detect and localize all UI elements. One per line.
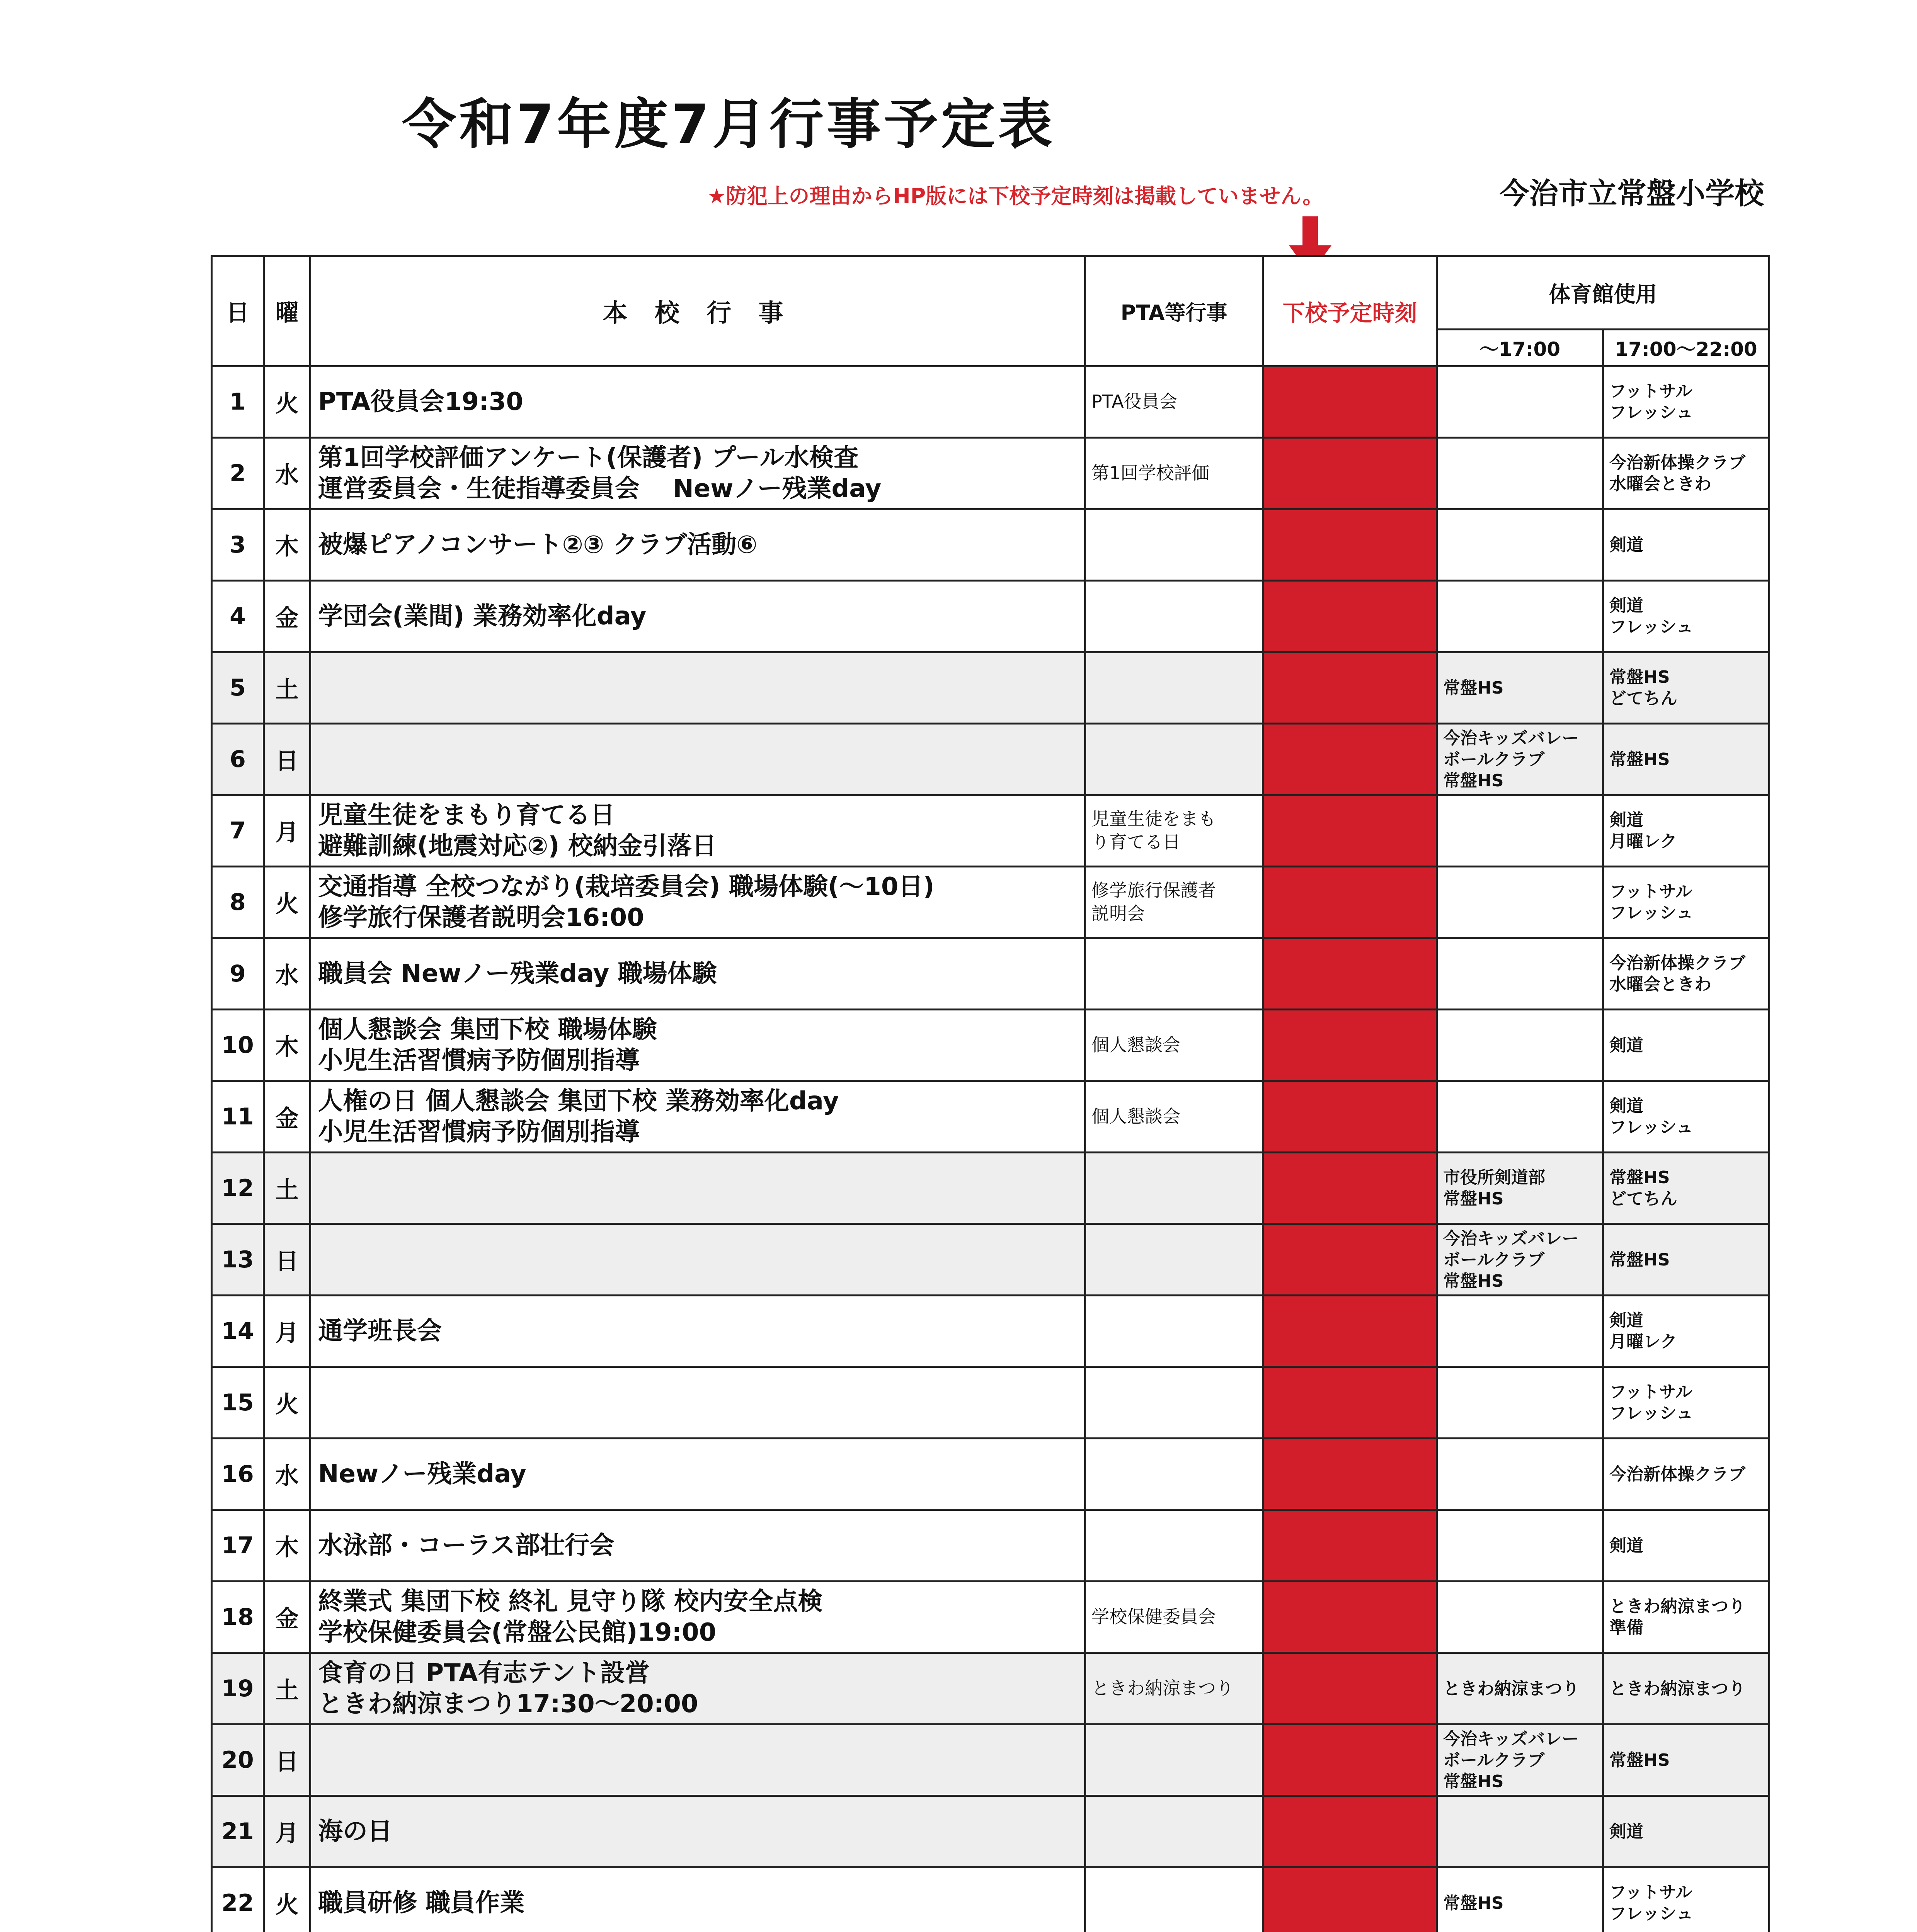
event-cell: 通学班長会 xyxy=(310,1296,1085,1367)
gym-late-cell: フットサル フレッシュ xyxy=(1603,1867,1769,1932)
dismissal-cell xyxy=(1263,1081,1437,1153)
gym-late-cell: ときわ納涼まつり 準備 xyxy=(1603,1582,1769,1653)
col-pta-header: PTA等行事 xyxy=(1085,256,1263,366)
weekday-cell: 土 xyxy=(264,1653,310,1725)
weekday-cell: 火 xyxy=(264,1367,310,1439)
table-row xyxy=(212,1867,1769,1932)
event-cell: 第1回学校評価アンケート(保護者) プール水検査 運営委員会・生徒指導委員会 Newノー残業day xyxy=(310,438,1085,509)
gym-early-cell: 今治キッズバレー ボールクラブ 常盤HS xyxy=(1437,724,1603,795)
gym-late-cell: フットサル フレッシュ xyxy=(1603,867,1769,938)
weekday-cell: 月 xyxy=(264,1296,310,1367)
gym-early-cell xyxy=(1437,1510,1603,1582)
header-row xyxy=(212,256,1769,330)
pta-cell xyxy=(1085,1796,1263,1867)
weekday-cell: 水 xyxy=(264,1439,310,1510)
weekday-cell: 月 xyxy=(264,795,310,867)
weekday-cell: 水 xyxy=(264,438,310,509)
dismissal-cell xyxy=(1263,438,1437,509)
weekday-cell: 水 xyxy=(264,938,310,1010)
col-gym-header: 体育館使用 xyxy=(1437,256,1769,330)
col-dismissal-header: 下校予定時刻 xyxy=(1263,256,1437,366)
gym-early-cell xyxy=(1437,1296,1603,1367)
gym-late-cell: 今治新体操クラブ 水曜会ときわ xyxy=(1603,938,1769,1010)
pta-cell: ときわ納涼まつり xyxy=(1085,1653,1263,1725)
day-cell: 6 xyxy=(212,724,264,795)
gym-late-cell: 剣道 月曜レク xyxy=(1603,1296,1769,1367)
event-cell xyxy=(310,1224,1085,1296)
table-row xyxy=(212,938,1769,1010)
pta-cell xyxy=(1085,1224,1263,1296)
weekday-cell: 木 xyxy=(264,1010,310,1081)
day-cell: 3 xyxy=(212,509,264,581)
col-day-header: 日 xyxy=(212,256,264,366)
weekday-cell: 木 xyxy=(264,1510,310,1582)
pta-cell xyxy=(1085,1725,1263,1796)
dismissal-cell xyxy=(1263,1153,1437,1224)
dismissal-cell xyxy=(1263,1725,1437,1796)
event-cell xyxy=(310,724,1085,795)
col-weekday-header: 曜 xyxy=(264,256,310,366)
event-cell: 職員研修 職員作業 xyxy=(310,1867,1085,1932)
table-row xyxy=(212,366,1769,438)
pta-cell: 児童生徒をまも り育てる日 xyxy=(1085,795,1263,867)
weekday-cell: 日 xyxy=(264,724,310,795)
dismissal-cell xyxy=(1263,795,1437,867)
schedule-rows xyxy=(212,366,1769,1932)
pta-cell: 第1回学校評価 xyxy=(1085,438,1263,509)
col-gym-early-header: ～17:00 xyxy=(1437,330,1603,366)
gym-early-cell xyxy=(1437,1582,1603,1653)
pta-cell xyxy=(1085,509,1263,581)
pta-cell: PTA役員会 xyxy=(1085,366,1263,438)
dismissal-cell xyxy=(1263,1510,1437,1582)
gym-late-cell: 常盤HS どてちん xyxy=(1603,1153,1769,1224)
dismissal-cell xyxy=(1263,581,1437,652)
gym-late-cell: 常盤HS xyxy=(1603,1224,1769,1296)
dismissal-cell xyxy=(1263,1653,1437,1725)
table-row xyxy=(212,1653,1769,1725)
col-gym-late-header: 17:00～22:00 xyxy=(1603,330,1769,366)
gym-early-cell xyxy=(1437,438,1603,509)
pta-cell xyxy=(1085,1153,1263,1224)
gym-late-cell: 剣道 xyxy=(1603,1010,1769,1081)
day-cell: 8 xyxy=(212,867,264,938)
weekday-cell: 日 xyxy=(264,1725,310,1796)
pta-cell: 修学旅行保護者 説明会 xyxy=(1085,867,1263,938)
gym-early-cell: 市役所剣道部 常盤HS xyxy=(1437,1153,1603,1224)
event-cell: 個人懇談会 集団下校 職場体験 小児生活習慣病予防個別指導 xyxy=(310,1010,1085,1081)
day-cell: 4 xyxy=(212,581,264,652)
dismissal-cell xyxy=(1263,652,1437,724)
day-cell: 21 xyxy=(212,1796,264,1867)
weekday-cell: 金 xyxy=(264,581,310,652)
gym-late-cell: 常盤HS xyxy=(1603,1725,1769,1796)
table-row xyxy=(212,581,1769,652)
day-cell: 9 xyxy=(212,938,264,1010)
pta-cell: 個人懇談会 xyxy=(1085,1081,1263,1153)
event-cell: 水泳部・コーラス部壮行会 xyxy=(310,1510,1085,1582)
gym-early-cell: 常盤HS xyxy=(1437,1867,1603,1932)
gym-late-cell: 剣道 フレッシュ xyxy=(1603,581,1769,652)
table-row xyxy=(212,1582,1769,1653)
table-row xyxy=(212,438,1769,509)
dismissal-cell xyxy=(1263,1439,1437,1510)
event-cell: 交通指導 全校つながり(栽培委員会) 職場体験(～10日) 修学旅行保護者説明会16:00 xyxy=(310,867,1085,938)
dismissal-cell xyxy=(1263,1296,1437,1367)
gym-early-cell xyxy=(1437,366,1603,438)
pta-cell xyxy=(1085,1867,1263,1932)
gym-early-cell: 今治キッズバレー ボールクラブ 常盤HS xyxy=(1437,1725,1603,1796)
pta-cell xyxy=(1085,1510,1263,1582)
event-cell: 児童生徒をまもり育てる日 避難訓練(地震対応②) 校納金引落日 xyxy=(310,795,1085,867)
day-cell: 16 xyxy=(212,1439,264,1510)
gym-late-cell: 常盤HS xyxy=(1603,724,1769,795)
table-row xyxy=(212,1010,1769,1081)
day-cell: 2 xyxy=(212,438,264,509)
table-row xyxy=(212,1796,1769,1867)
event-cell: 海の日 xyxy=(310,1796,1085,1867)
day-cell: 15 xyxy=(212,1367,264,1439)
gym-early-cell xyxy=(1437,867,1603,938)
gym-early-cell: 今治キッズバレー ボールクラブ 常盤HS xyxy=(1437,1224,1603,1296)
gym-late-cell: 剣道 xyxy=(1603,1796,1769,1867)
event-cell: 人権の日 個人懇談会 集団下校 業務効率化day 小児生活習慣病予防個別指導 xyxy=(310,1081,1085,1153)
gym-early-cell xyxy=(1437,509,1603,581)
gym-late-cell: ときわ納涼まつり xyxy=(1603,1653,1769,1725)
table-row xyxy=(212,1439,1769,1510)
table-row xyxy=(212,652,1769,724)
weekday-cell: 土 xyxy=(264,1153,310,1224)
dismissal-cell xyxy=(1263,509,1437,581)
event-cell: Newノー残業day xyxy=(310,1439,1085,1510)
dismissal-cell xyxy=(1263,724,1437,795)
weekday-cell: 土 xyxy=(264,652,310,724)
day-cell: 1 xyxy=(212,366,264,438)
event-cell: PTA役員会19:30 xyxy=(310,366,1085,438)
event-cell xyxy=(310,1725,1085,1796)
page-title: 令和7年度7月行事予定表 xyxy=(402,93,1056,156)
dismissal-cell xyxy=(1263,1224,1437,1296)
gym-late-cell: フットサル フレッシュ xyxy=(1603,1367,1769,1439)
dismissal-cell xyxy=(1263,938,1437,1010)
day-cell: 20 xyxy=(212,1725,264,1796)
day-cell: 17 xyxy=(212,1510,264,1582)
day-cell: 18 xyxy=(212,1582,264,1653)
weekday-cell: 月 xyxy=(264,1796,310,1867)
gym-late-cell: 今治新体操クラブ 水曜会ときわ xyxy=(1603,438,1769,509)
gym-late-cell: 剣道 月曜レク xyxy=(1603,795,1769,867)
weekday-cell: 金 xyxy=(264,1081,310,1153)
table-row xyxy=(212,867,1769,938)
weekday-cell: 日 xyxy=(264,1224,310,1296)
weekday-cell: 火 xyxy=(264,1867,310,1932)
table-row xyxy=(212,1510,1769,1582)
gym-early-cell: 常盤HS xyxy=(1437,652,1603,724)
dismissal-cell xyxy=(1263,1796,1437,1867)
event-cell xyxy=(310,1153,1085,1224)
gym-early-cell xyxy=(1437,1081,1603,1153)
dismissal-cell xyxy=(1263,1867,1437,1932)
gym-late-cell: 今治新体操クラブ xyxy=(1603,1439,1769,1510)
table-row xyxy=(212,1081,1769,1153)
dismissal-cell xyxy=(1263,1367,1437,1439)
col-events-header: 本 校 行 事 xyxy=(310,256,1085,366)
event-cell: 食育の日 PTA有志テント設営 ときわ納涼まつり17:30～20:00 xyxy=(310,1653,1085,1725)
gym-early-cell: ときわ納涼まつり xyxy=(1437,1653,1603,1725)
gym-early-cell xyxy=(1437,1367,1603,1439)
pta-cell xyxy=(1085,1367,1263,1439)
pta-cell xyxy=(1085,1439,1263,1510)
weekday-cell: 火 xyxy=(264,366,310,438)
pta-cell: 個人懇談会 xyxy=(1085,1010,1263,1081)
dismissal-cell xyxy=(1263,867,1437,938)
dismissal-cell xyxy=(1263,366,1437,438)
day-cell: 12 xyxy=(212,1153,264,1224)
gym-early-cell xyxy=(1437,1010,1603,1081)
day-cell: 5 xyxy=(212,652,264,724)
day-cell: 14 xyxy=(212,1296,264,1367)
hp-notice: ★防犯上の理由からHP版には下校予定時刻は掲載していません。 xyxy=(707,184,1324,208)
event-cell xyxy=(310,1367,1085,1439)
pta-cell xyxy=(1085,1296,1263,1367)
gym-early-cell xyxy=(1437,795,1603,867)
school-name: 今治市立常盤小学校 xyxy=(1500,176,1764,211)
table-row xyxy=(212,1725,1769,1796)
table-row xyxy=(212,795,1769,867)
table-row xyxy=(212,1153,1769,1224)
gym-late-cell: 常盤HS どてちん xyxy=(1603,652,1769,724)
dismissal-cell xyxy=(1263,1010,1437,1081)
schedule-table xyxy=(211,255,1770,1932)
pta-cell: 学校保健委員会 xyxy=(1085,1582,1263,1653)
weekday-cell: 木 xyxy=(264,509,310,581)
event-cell: 職員会 Newノー残業day 職場体験 xyxy=(310,938,1085,1010)
weekday-cell: 火 xyxy=(264,867,310,938)
event-cell: 学団会(業間) 業務効率化day xyxy=(310,581,1085,652)
table-row xyxy=(212,1367,1769,1439)
gym-early-cell xyxy=(1437,938,1603,1010)
gym-early-cell xyxy=(1437,1439,1603,1510)
event-cell: 終業式 集団下校 終礼 見守り隊 校内安全点検 学校保健委員会(常盤公民館)19:00 xyxy=(310,1582,1085,1653)
gym-late-cell: 剣道 フレッシュ xyxy=(1603,1081,1769,1153)
table-row xyxy=(212,1224,1769,1296)
gym-early-cell xyxy=(1437,581,1603,652)
day-cell: 10 xyxy=(212,1010,264,1081)
gym-late-cell: 剣道 xyxy=(1603,509,1769,581)
event-cell: 被爆ピアノコンサート②③ クラブ活動⑥ xyxy=(310,509,1085,581)
gym-early-cell xyxy=(1437,1796,1603,1867)
gym-late-cell: フットサル フレッシュ xyxy=(1603,366,1769,438)
day-cell: 7 xyxy=(212,795,264,867)
pta-cell xyxy=(1085,724,1263,795)
pta-cell xyxy=(1085,938,1263,1010)
table-row xyxy=(212,509,1769,581)
event-cell xyxy=(310,652,1085,724)
day-cell: 19 xyxy=(212,1653,264,1725)
pta-cell xyxy=(1085,652,1263,724)
table-row xyxy=(212,724,1769,795)
dismissal-cell xyxy=(1263,1582,1437,1653)
table-row xyxy=(212,1296,1769,1367)
weekday-cell: 金 xyxy=(264,1582,310,1653)
day-cell: 13 xyxy=(212,1224,264,1296)
day-cell: 22 xyxy=(212,1867,264,1932)
day-cell: 11 xyxy=(212,1081,264,1153)
pta-cell xyxy=(1085,581,1263,652)
gym-late-cell: 剣道 xyxy=(1603,1510,1769,1582)
